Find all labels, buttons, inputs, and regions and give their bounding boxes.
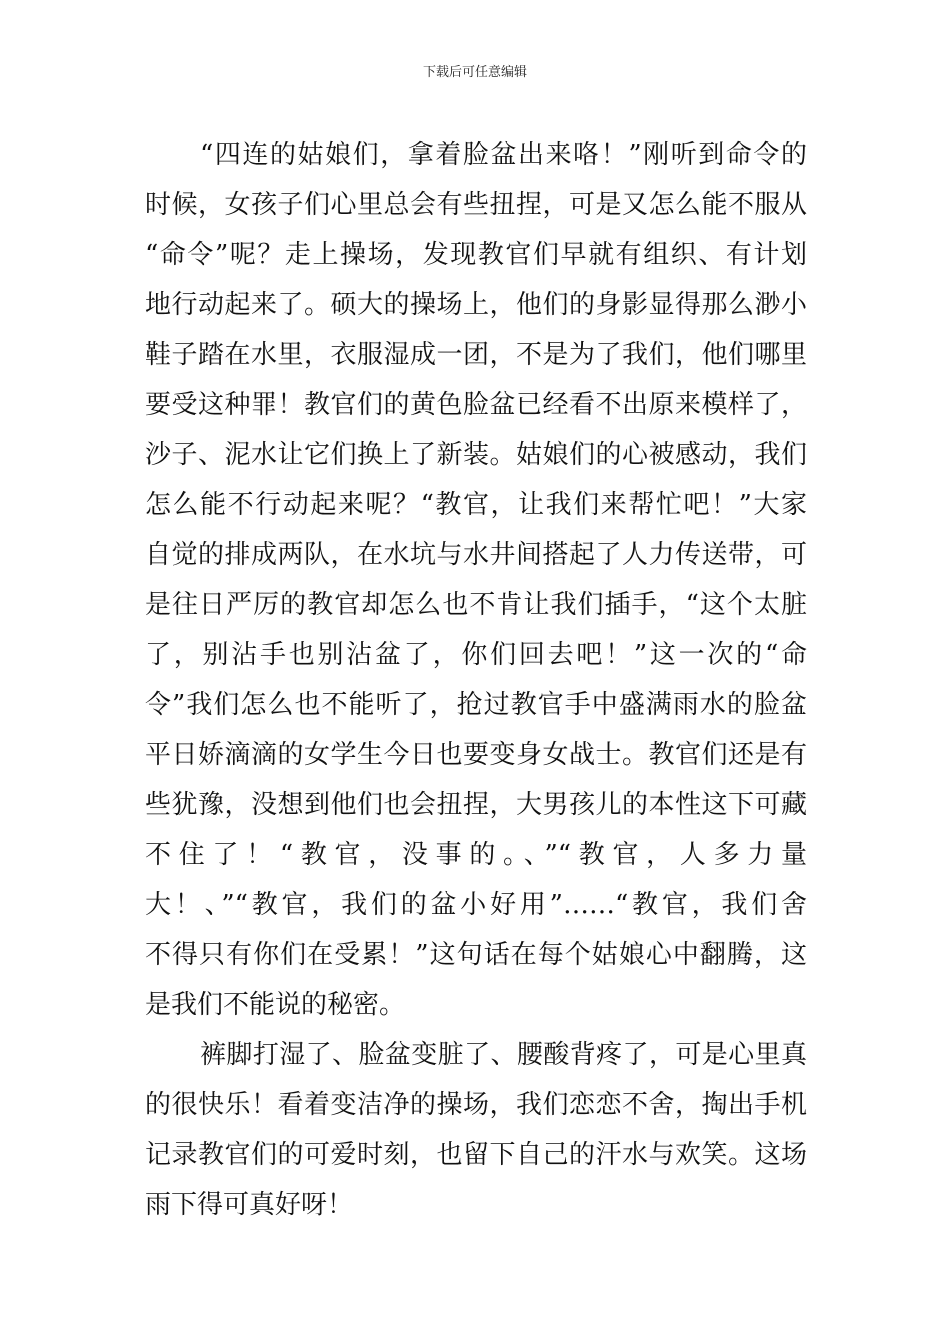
paragraph-line: “命令”呢？走上操场，发现教官们早就有组织、有计划 xyxy=(145,240,807,270)
paragraph-line: 时候，女孩子们心里总会有些扭捏，可是又怎么能不服从 xyxy=(145,190,807,220)
paragraph-line: 裤脚打湿了、脸盆变脏了、腰酸背疼了，可是心里真 xyxy=(200,1040,807,1070)
page-header: 下载后可任意编辑 xyxy=(422,65,527,80)
paragraph-line: 的很快乐！看着变洁净的操场，我们恋恋不舍，掏出手机 xyxy=(145,1090,807,1120)
paragraph-line: 要受这种罪！教官们的黄色脸盆已经看不出原来模样了， xyxy=(145,390,807,420)
paragraph-line: 令”我们怎么也不能听了，抢过教官手中盛满雨水的脸盆 xyxy=(145,690,807,720)
paragraph-line: 大！、”“教官，我们的盆小好用”……“教官，我们舍 xyxy=(145,890,807,920)
paragraph-line: 怎么能不行动起来呢？“教官，让我们来帮忙吧！”大家 xyxy=(145,490,807,520)
paragraph-line: 雨下得可真好呀！ xyxy=(145,1190,354,1220)
paragraph-line: “四连的姑娘们，拿着脸盆出来咯！”刚听到命令的 xyxy=(200,140,807,170)
paragraph-line: 了，别沾手也别沾盆了，你们回去吧！”这一次的“命 xyxy=(145,640,807,670)
paragraph-line: 平日娇滴滴的女学生今日也要变身女战士。教官们还是有 xyxy=(145,740,807,770)
paragraph-line: 鞋子踏在水里，衣服湿成一团，不是为了我们，他们哪里 xyxy=(145,340,807,370)
document-body xyxy=(145,130,807,1230)
paragraph-line: 些犹豫，没想到他们也会扭捏，大男孩儿的本性这下可藏 xyxy=(145,790,807,820)
paragraph-line: 记录教官们的可爱时刻，也留下自己的汗水与欢笑。这场 xyxy=(145,1140,807,1170)
paragraph-line: 沙子、泥水让它们换上了新装。姑娘们的心被感动，我们 xyxy=(145,440,807,470)
paragraph-line: 不得只有你们在受累！”这句话在每个姑娘心中翻腾，这 xyxy=(145,940,807,970)
paragraph-line: 地行动起来了。硕大的操场上，他们的身影显得那么渺小 xyxy=(145,290,807,320)
paragraph-line: 是我们不能说的秘密。 xyxy=(145,990,406,1020)
paragraph-line: 自觉的排成两队，在水坑与水井间搭起了人力传送带，可 xyxy=(145,540,807,570)
paragraph-line: 不住了！“教官，没事的。、”“教官，人多力量 xyxy=(145,840,807,870)
paragraph-line: 是往日严厉的教官却怎么也不肯让我们插手，“这个太脏 xyxy=(145,590,807,620)
